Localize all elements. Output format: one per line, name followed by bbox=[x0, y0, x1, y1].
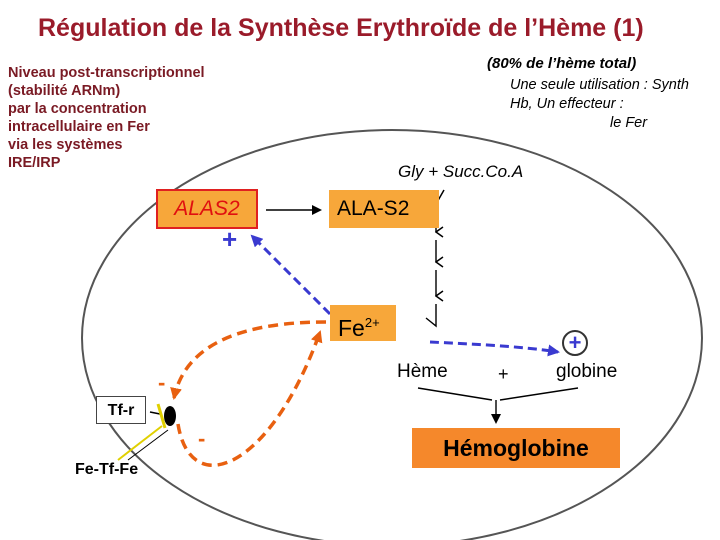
ala-s2-enzyme-box: ALA-S2 bbox=[329, 190, 439, 228]
usage-note bbox=[510, 76, 720, 133]
regulation-note-line: via les systèmes bbox=[8, 137, 123, 153]
receptor-bracket bbox=[158, 404, 165, 428]
iron-activation-arrow bbox=[252, 236, 330, 314]
iron-symbol: Fe bbox=[338, 315, 365, 341]
usage-note-line: Hb, Un effecteur : bbox=[510, 96, 624, 112]
transferrin-label: Fe-Tf-Fe bbox=[75, 461, 139, 478]
heme-label: Hème bbox=[397, 361, 448, 382]
inhibition-minus-icon: - bbox=[198, 426, 206, 451]
receptor-stem bbox=[150, 412, 160, 414]
alas2-gene-box: ALAS2 bbox=[156, 189, 258, 229]
receptor-icon bbox=[164, 406, 176, 426]
regulation-note bbox=[8, 64, 248, 172]
regulation-note-line: par la concentration bbox=[8, 101, 147, 117]
iron-to-receptor-arrow bbox=[174, 322, 326, 398]
globin-activation-arrow bbox=[430, 342, 558, 352]
globin-label: globine bbox=[556, 361, 618, 382]
percent-note: (80% de l’hème total) bbox=[487, 55, 637, 72]
globin-activation-plus-icon: + bbox=[562, 330, 588, 356]
substrates-label: Gly + Succ.Co.A bbox=[398, 162, 524, 181]
page-title: Régulation de la Synthèse Erythroïde de l’Hème (1) bbox=[38, 14, 644, 42]
usage-note-line: le Fer bbox=[610, 115, 648, 131]
regulation-note-line: IRE/IRP bbox=[8, 155, 61, 171]
hemoglobin-box: Hémoglobine bbox=[412, 428, 620, 468]
inhibition-minus-icon: - bbox=[158, 370, 166, 395]
assembly-arrows bbox=[418, 388, 578, 422]
plus-sign: + bbox=[498, 364, 509, 384]
regulation-note-line: Niveau post-transcriptionnel bbox=[8, 65, 205, 81]
regulation-note-line: intracellulaire en Fer bbox=[8, 119, 150, 135]
iron-charge: 2+ bbox=[364, 315, 380, 330]
transferrin-bind-line-2 bbox=[128, 430, 168, 460]
transferrin-receptor-box: Tf-r bbox=[96, 396, 146, 424]
usage-note-line: Une seule utilisation : Synth bbox=[510, 77, 689, 93]
activation-plus-icon: + bbox=[222, 224, 238, 254]
iron-box bbox=[330, 305, 396, 341]
regulation-note-line: (stabilité ARNm) bbox=[8, 83, 121, 99]
